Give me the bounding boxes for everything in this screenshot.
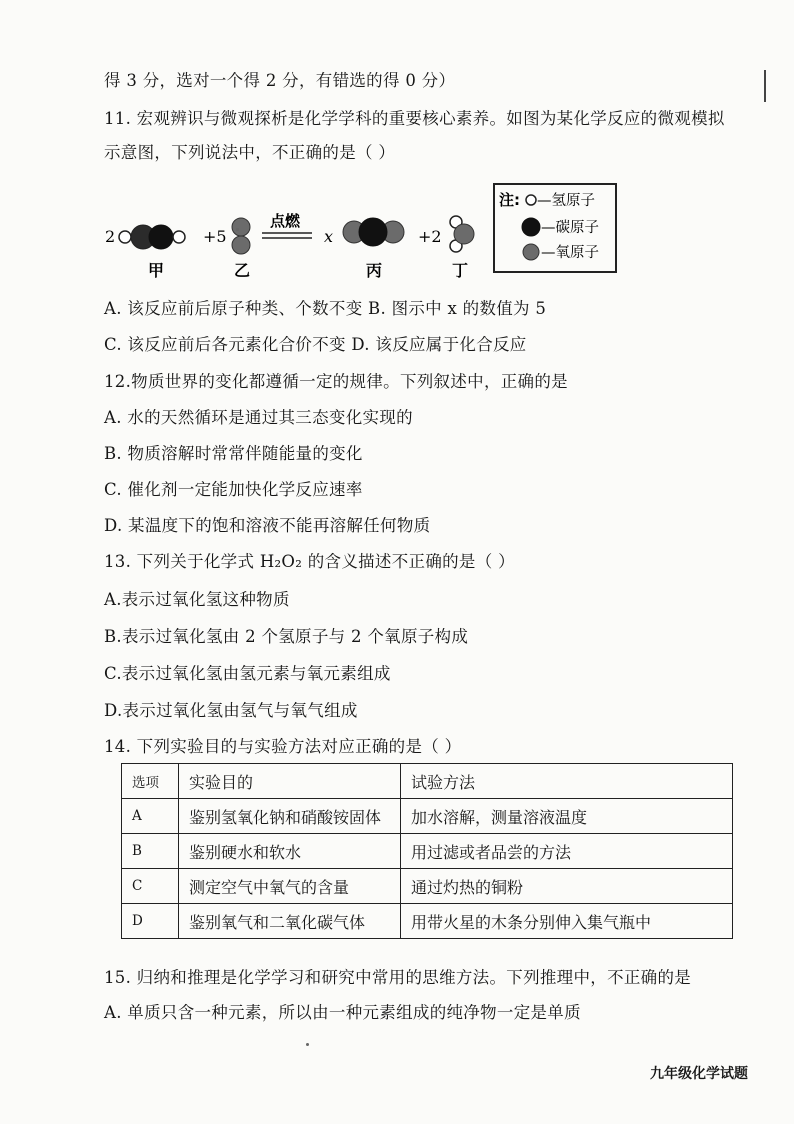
legend-title: 注: <box>499 191 520 209</box>
question-15-option-a: A. 单质只含一种元素，所以由一种元素组成的纯净物一定是单质 <box>104 1003 581 1022</box>
question-11-stem-cont: 示意图，下列说法中，不正确的是（ ） <box>104 143 396 162</box>
table-header-cell: 实验目的 <box>179 764 401 799</box>
label-jia: 甲 <box>148 261 165 280</box>
table-cell-purpose: 鉴别氢氧化钠和硝酸铵固体 <box>179 799 401 834</box>
table-header-row <box>122 764 733 799</box>
table-cell-method: 加水溶解，测量溶液温度 <box>401 799 733 834</box>
question-12-stem: 12.物质世界的变化都遵循一定的规律。下列叙述中，正确的是 <box>104 372 568 391</box>
question-13-option-d: D.表示过氧化氢由氢气与氧气组成 <box>104 701 358 720</box>
table-cell-option: D <box>122 904 179 939</box>
question-14-stem: 14. 下列实验目的与实验方法对应正确的是（ ） <box>104 737 462 756</box>
table-cell-option: B <box>122 834 179 869</box>
table-cell-purpose: 鉴别硬水和软水 <box>179 834 401 869</box>
label-ding: 丁 <box>452 261 469 280</box>
oxygen-atom-icon <box>523 244 539 260</box>
question-12-option-c: C. 催化剂一定能加快化学反应速率 <box>104 480 363 499</box>
question-13-stem: 13. 下列关于化学式 H₂O₂ 的含义描述不正确的是（ ） <box>104 552 515 571</box>
table-header-cell: 试验方法 <box>401 764 733 799</box>
coef-bing: x <box>324 227 334 246</box>
coef-ding: +2 <box>418 227 442 246</box>
hydrogen-atom-icon <box>119 231 131 243</box>
coef-jia: 2 <box>105 227 116 246</box>
scan-speck <box>236 228 239 231</box>
legend-oxygen: —氧原子 <box>541 245 599 261</box>
question-13-option-b: B.表示过氧化氢由 2 个氢原子与 2 个氧原子构成 <box>104 627 469 646</box>
table-cell-purpose: 测定空气中氧气的含量 <box>179 869 401 904</box>
question-11-stem: 11. 宏观辨识与微观探析是化学学科的重要核心素养。如图为某化学反应的微观模拟 <box>104 109 725 128</box>
table-row <box>122 834 733 869</box>
question-13-option-c: C.表示过氧化氢由氢元素与氧元素组成 <box>104 664 391 683</box>
table-cell-method: 用带火星的木条分别伸入集气瓶中 <box>401 904 733 939</box>
oxygen-atom-icon <box>454 224 474 244</box>
table-cell-method: 通过灼热的铜粉 <box>401 869 733 904</box>
scoring-note: 得 3 分，选对一个得 2 分，有错选的得 0 分） <box>104 71 456 90</box>
reaction-diagram <box>100 196 490 286</box>
oxygen-atom-icon <box>232 236 250 254</box>
question-13-option-a: A.表示过氧化氢这种物质 <box>104 590 290 609</box>
scan-speck <box>306 1043 309 1046</box>
question-11-option-ab: A. 该反应前后原子种类、个数不变 B. 图示中 x 的数值为 5 <box>104 299 547 318</box>
coef-yi: +5 <box>203 227 227 246</box>
table-row <box>122 869 733 904</box>
label-bing: 丙 <box>366 261 383 280</box>
carbon-atom-icon <box>522 218 540 236</box>
table-row <box>122 799 733 834</box>
table-cell-purpose: 鉴别氧气和二氧化碳气体 <box>179 904 401 939</box>
oxygen-atom-icon <box>232 218 250 236</box>
margin-mark <box>764 70 766 102</box>
carbon-atom-icon <box>359 218 387 246</box>
table-cell-option: A <box>122 799 179 834</box>
question-11-option-cd: C. 该反应前后各元素化合价不变 D. 该反应属于化合反应 <box>104 335 527 354</box>
question-15-stem: 15. 归纳和推理是化学学习和研究中常用的思维方法。下列推理中，不正确的是 <box>104 968 692 987</box>
question-14-table <box>121 763 733 939</box>
question-12-option-a: A. 水的天然循环是通过其三态变化实现的 <box>104 408 413 427</box>
reaction-condition: 点燃 <box>270 212 301 230</box>
label-yi: 乙 <box>234 261 251 280</box>
table-row <box>122 904 733 939</box>
legend-carbon: —碳原子 <box>541 220 599 236</box>
hydrogen-atom-icon <box>526 195 536 205</box>
page-footer: 九年级化学试题 <box>650 1066 748 1082</box>
table-cell-method: 用过滤或者品尝的方法 <box>401 834 733 869</box>
hydrogen-atom-icon <box>173 231 185 243</box>
question-12-option-d: D. 某温度下的饱和溶液不能再溶解任何物质 <box>104 516 431 535</box>
atom-legend <box>493 183 617 273</box>
table-cell-option: C <box>122 869 179 904</box>
carbon-atom-icon <box>149 225 173 249</box>
legend-hydrogen: —氢原子 <box>537 193 595 209</box>
question-12-option-b: B. 物质溶解时常常伴随能量的变化 <box>104 444 363 463</box>
table-header-cell: 选项 <box>122 764 179 799</box>
